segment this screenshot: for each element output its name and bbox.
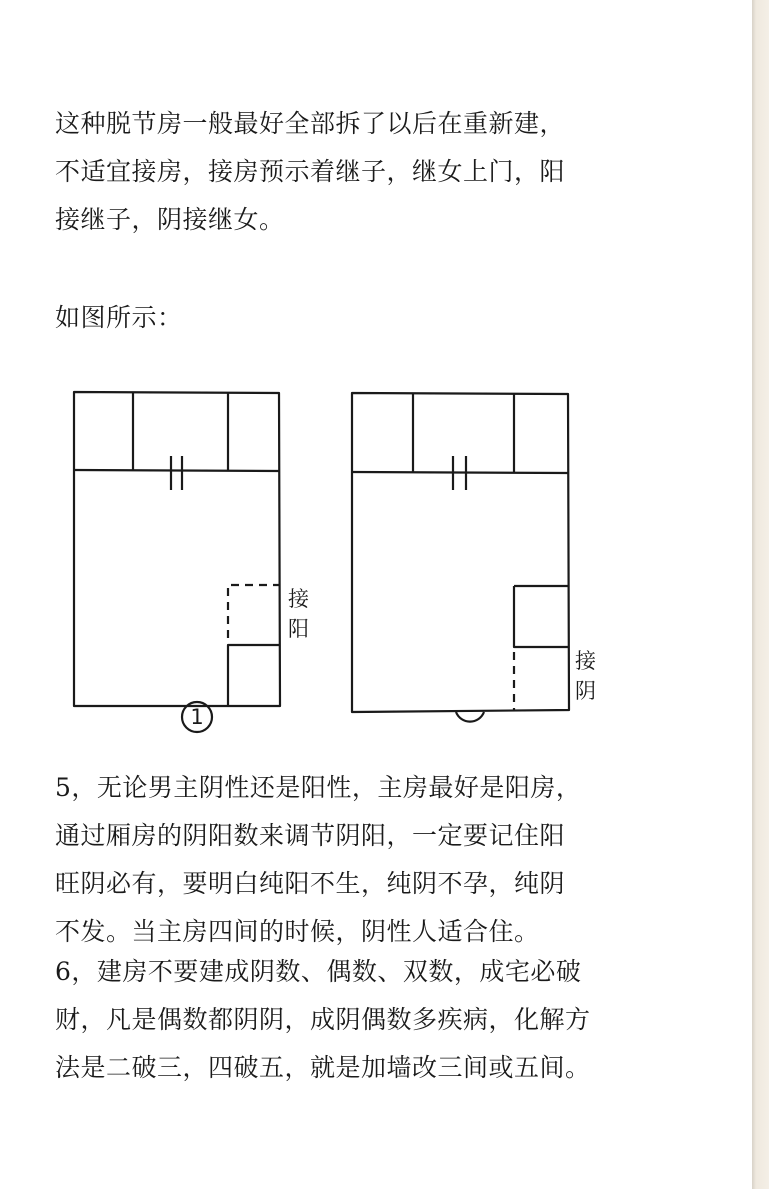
- diagram-1-label-bottom: 阳: [288, 617, 309, 641]
- text-line: 法是二破三，四破五，就是加墙改三间或五间。: [55, 1053, 591, 1082]
- text-line: 这种脱节房一般最好全部拆了以后在重新建，: [55, 109, 566, 138]
- item-5-paragraph: [55, 764, 695, 956]
- text-line: 不发。当主房四间的时候，阴性人适合住。: [55, 917, 540, 946]
- diagram-2-annex-room: [514, 586, 569, 647]
- text-line: 通过厢房的阴阳数来调节阴阳，一定要记住阳: [55, 821, 566, 850]
- text-line: 6，建房不要建成阴数、偶数、双数，成宅必破: [55, 957, 582, 986]
- diagram-1-dashed-annex: [228, 585, 280, 638]
- diagram-1-door-mark: [171, 456, 182, 490]
- diagram-2-label-bottom: 阴: [575, 679, 596, 703]
- diagram-2-number-circle: [456, 712, 484, 722]
- diagram-1-label-top: 接: [288, 587, 309, 611]
- diagram-1-number: 1: [190, 705, 204, 729]
- diagram-1-outline: [74, 392, 280, 706]
- house-diagrams: [60, 380, 620, 740]
- text-line: 接继子，阴接继女。: [55, 205, 285, 234]
- text-line: 不适宜接房，接房预示着继子，继女上门，阳: [55, 157, 566, 186]
- item-6-paragraph: [55, 948, 695, 1092]
- diagram-2: [352, 393, 569, 722]
- diagram-2-outline: [352, 393, 569, 712]
- caption-text: 如图所示：: [55, 303, 183, 332]
- text-line: 财，凡是偶数都阴阴，成阴偶数多疾病，化解方: [55, 1005, 591, 1034]
- intro-paragraph: [55, 100, 695, 244]
- text-line: 旺阴必有，要明白纯阳不生，纯阴不孕，纯阴: [55, 869, 566, 898]
- figure-caption: [55, 294, 695, 342]
- diagram-2-label-top: 接: [575, 649, 596, 673]
- diagram-1: [74, 392, 280, 732]
- diagram-1-top-row-divider: [74, 470, 280, 471]
- house-diagrams-svg: [60, 380, 620, 740]
- page-edge: [752, 0, 769, 1189]
- diagram-1-annex-room: [228, 645, 280, 706]
- diagram-2-top-row-divider: [352, 472, 568, 473]
- text-line: 5，无论男主阴性还是阳性，主房最好是阳房，: [55, 773, 582, 802]
